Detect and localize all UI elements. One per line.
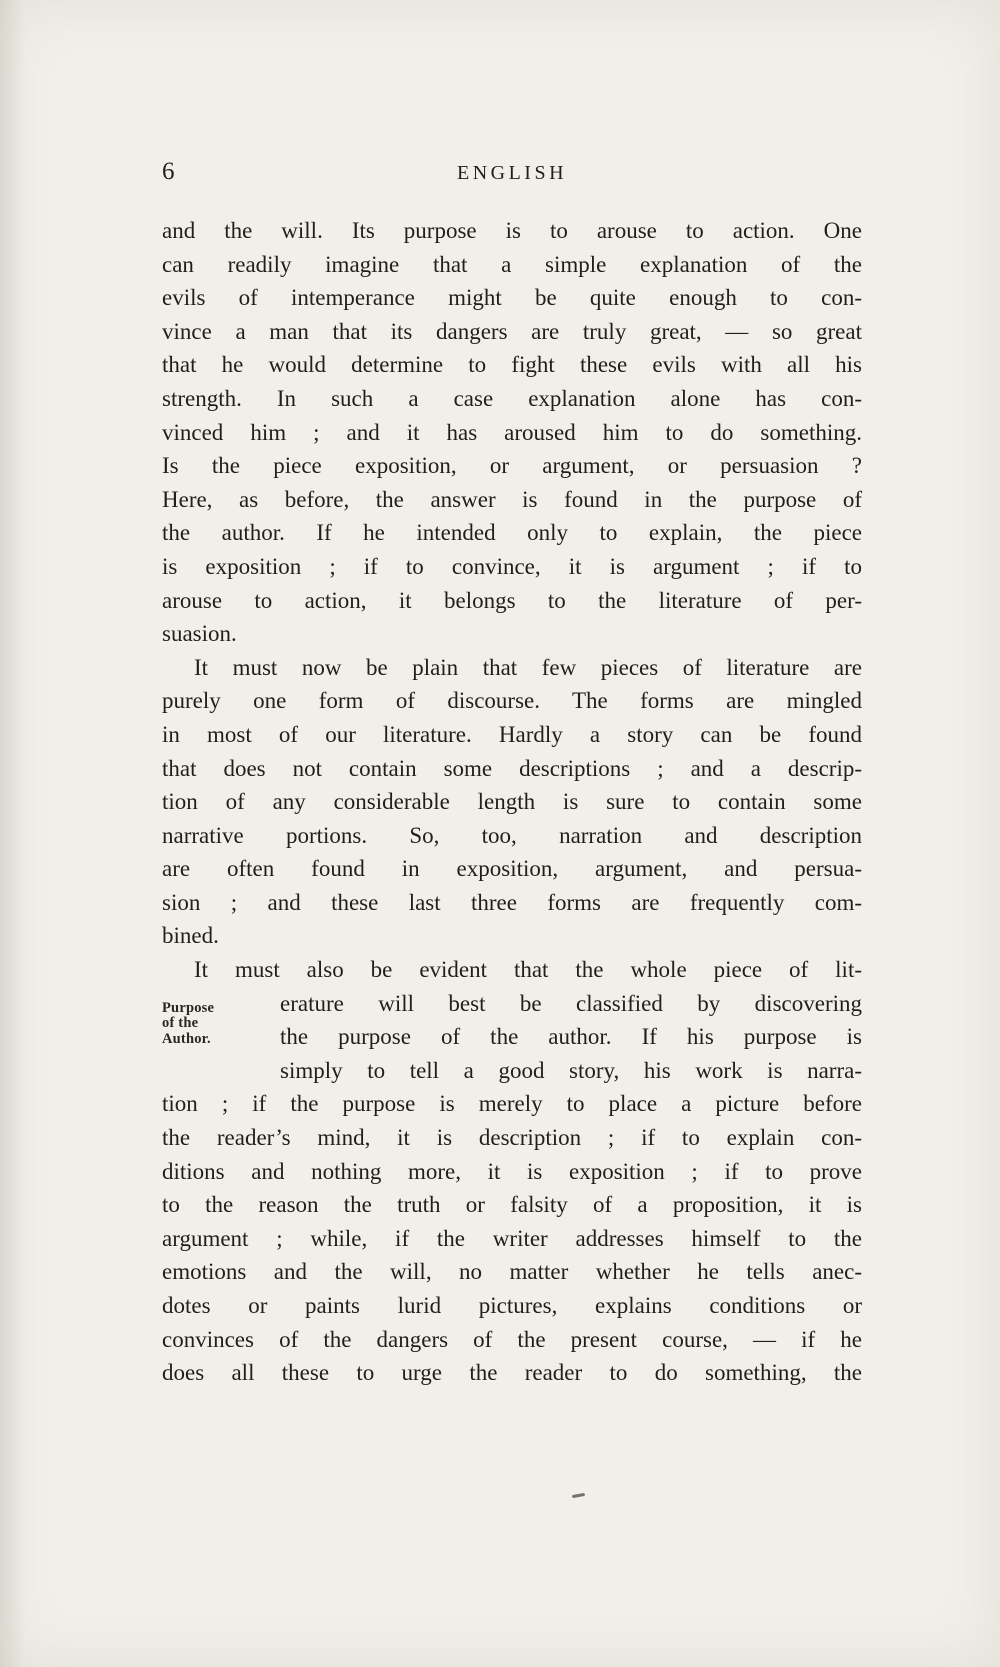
indented-text-block: [280, 987, 862, 1088]
text-line: strength. In such a case explanation alone has con-: [162, 385, 862, 411]
text-line: emotions and the will, no matter whether he tells anec-: [162, 1259, 862, 1285]
margin-note-line: Author.: [162, 1030, 211, 1047]
margin-note-line: of the: [162, 1015, 199, 1032]
text-line: Is the piece exposition, or argument, or persuasion ?: [162, 453, 862, 479]
text-line: does all these to urge the reader to do something, the: [162, 1360, 862, 1386]
margin-note: [162, 987, 280, 1088]
text-line: that does not contain some descriptions ; and a descrip-: [162, 755, 862, 781]
text-line: It must now be plain that few pieces of literature are: [194, 654, 862, 680]
text-line: the author. If he intended only to explain, the piece: [162, 520, 862, 546]
sidenote-row: [162, 987, 862, 1088]
text-line: purely one form of discourse. The forms are mingled: [162, 688, 862, 714]
text-line: tion of any considerable length is sure to contain some: [162, 789, 862, 815]
text-line: the reader’s mind, it is description ; if to explain con-: [162, 1125, 862, 1151]
text-line: and the will. Its purpose is to arouse to action. One: [162, 218, 862, 243]
text-line: vince a man that its dangers are truly great, — so great: [162, 318, 862, 344]
text-line: vinced him ; and it has aroused him to do something.: [162, 419, 862, 445]
text-line: in most of our literature. Hardly a story can be found: [162, 721, 862, 747]
text-line: convinces of the dangers of the present course, — if he: [162, 1326, 862, 1352]
page-number: 6: [162, 158, 175, 185]
text-line: erature will best be classified by discovering: [280, 990, 862, 1016]
text-line: simply to tell a good story, his work is narra-: [280, 1057, 862, 1083]
page-edge-shadow: [0, 0, 26, 1667]
page-body: [162, 214, 862, 1390]
text-line: to the reason the truth or falsity of a proposition, it is: [162, 1192, 862, 1218]
paragraph-3: [162, 953, 862, 1390]
text-line: bined.: [162, 923, 219, 949]
text-line: arouse to action, it belongs to the literature of per-: [162, 587, 862, 613]
text-line: evils of intemperance might be quite enough to con-: [162, 285, 862, 311]
text-line: can readily imagine that a simple explanation of the: [162, 251, 862, 277]
text-line: tion ; if the purpose is merely to place a picture before: [162, 1091, 862, 1117]
text-line: Here, as before, the answer is found in the purpose of: [162, 486, 862, 512]
text-line: ditions and nothing more, it is exposition ; if to prove: [162, 1158, 862, 1184]
page-header: [162, 158, 862, 190]
text-line: sion ; and these last three forms are frequently com-: [162, 889, 862, 915]
running-header-title: ENGLISH: [456, 162, 568, 184]
margin-note-line: Purpose: [162, 999, 215, 1016]
text-line: the purpose of the author. If his purpose is: [280, 1024, 862, 1050]
scan-artifact: [572, 1493, 585, 1498]
text-line: narrative portions. So, too, narration and description: [162, 822, 862, 848]
text-line: are often found in exposition, argument, and persua-: [162, 856, 862, 882]
text-line: that he would determine to fight these evils with all his: [162, 352, 862, 378]
text-line: It must also be evident that the whole piece of lit-: [194, 957, 862, 983]
text-line: dotes or paints lurid pictures, explains conditions or: [162, 1293, 862, 1318]
paragraph-2: [162, 651, 862, 953]
text-line: is exposition ; if to convince, it is argument ; if to: [162, 553, 862, 579]
text-line: argument ; while, if the writer addresses himself to the: [162, 1225, 862, 1251]
text-line: suasion.: [162, 621, 237, 647]
paragraph-1: [162, 214, 862, 651]
